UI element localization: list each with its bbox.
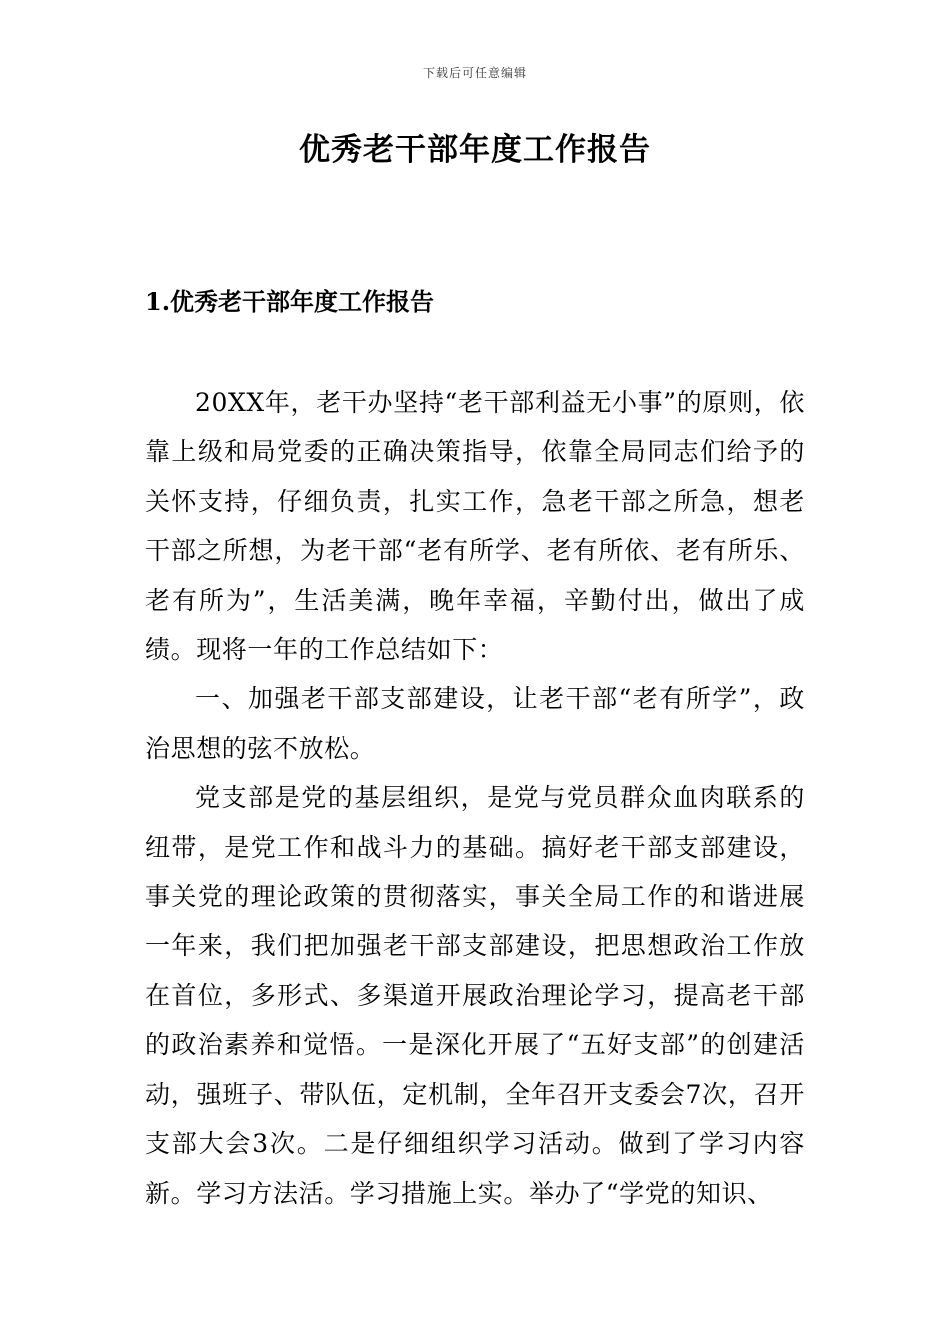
paragraph-heading-one: 一、加强老干部支部建设，让老干部“老有所学”，政治思想的弦不放松。 xyxy=(145,684,805,763)
header-note: 下载后可任意编辑 xyxy=(422,66,527,80)
document-title: 优秀老干部年度工作报告 xyxy=(299,132,651,168)
section-heading: 1.优秀老干部年度工作报告 xyxy=(145,287,435,316)
paragraph-intro: 20XX年，老干办坚持“老干部利益无小事”的原则，依靠上级和局党委的正确决策指导，依靠全局同志们给予的关怀支持，仔细负责，扎实工作，急老干部之所急，想老干部之所想，为老干部“老有所学、老有所依、老有所乐、老有所为”，生活美满，晚年幸福，辛勤付出，做出了成绩。现将一年的工作总结如下： xyxy=(145,388,805,665)
paragraph-party-branch: 党支部是党的基层组织，是党与党员群众血肉联系的纽带，是党工作和战斗力的基础。搞好老干部支部建设，事关党的理论政策的贯彻落实，事关全局工作的和谐进展一年来，我们把加强老干部支部建设，把思想政治工作放在首位，多形式、多渠道开展政治理论学习，提高老干部的政治素养和觉悟。一是深化开展了“五好支部”的创建活动，强班子、带队伍，定机制，全年召开支委会7次，召开支部大会3次。二是仔细组织学习活动。做到了学习内容新。学习方法活。学习措施上实。举办了“学党的知识、 xyxy=(145,783,805,1208)
document-body xyxy=(145,378,805,1218)
